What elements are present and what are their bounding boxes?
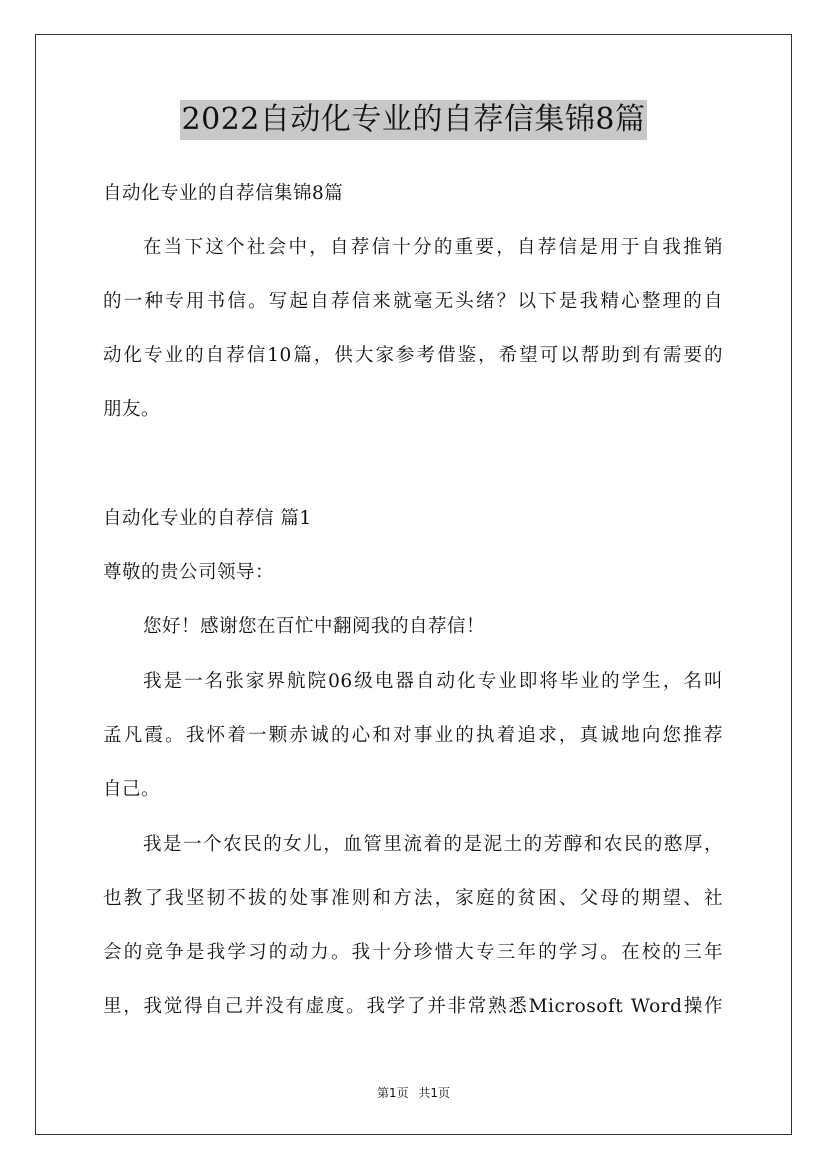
text-line: 里，我觉得自己并没有虚度。我学了并非常熟悉Microsoft Word操作 [103, 996, 723, 1017]
text-line: 在当下这个社会中，自荐信十分的重要，自荐信是用于自我推销 [143, 237, 723, 258]
text-line: 我是一个农民的女儿，血管里流着的是泥土的芳醇和农民的憨厚， [143, 834, 723, 855]
text-line: 自己。 [103, 779, 161, 800]
document-title: 2022自动化专业的自荐信集锦8篇 [180, 100, 648, 140]
page-number: 第1页 [376, 1086, 409, 1100]
page-total: 共1页 [418, 1086, 451, 1100]
text-line: 动化专业的自荐信10篇，供大家参考借鉴，希望可以帮助到有需要的 [103, 345, 723, 366]
text-line: 孟凡霞。我怀着一颗赤诚的心和对事业的执着追求，真诚地向您推荐 [103, 725, 723, 746]
text-line: 会的竞争是我学习的动力。我十分珍惜大专三年的学习。在校的三年 [103, 942, 723, 963]
title-wrap [0, 100, 827, 140]
salutation: 尊敬的贵公司领导： [103, 562, 275, 583]
text-line: 朋友。 [103, 399, 161, 420]
page-footer [0, 1084, 827, 1101]
text-line: 您好！感谢您在百忙中翻阅我的自荐信！ [143, 616, 486, 637]
text-line: 我是一名张家界航院06级电器自动化专业即将毕业的学生，名叫 [143, 671, 723, 692]
section-heading: 自动化专业的自荐信 篇1 [103, 508, 312, 529]
subtitle-line: 自动化专业的自荐信集锦8篇 [103, 183, 344, 204]
text-line: 的一种专用书信。写起自荐信来就毫无头绪？以下是我精心整理的自 [103, 291, 723, 312]
text-line: 也教了我坚韧不拔的处事准则和方法，家庭的贫困、父母的期望、社 [103, 888, 723, 909]
